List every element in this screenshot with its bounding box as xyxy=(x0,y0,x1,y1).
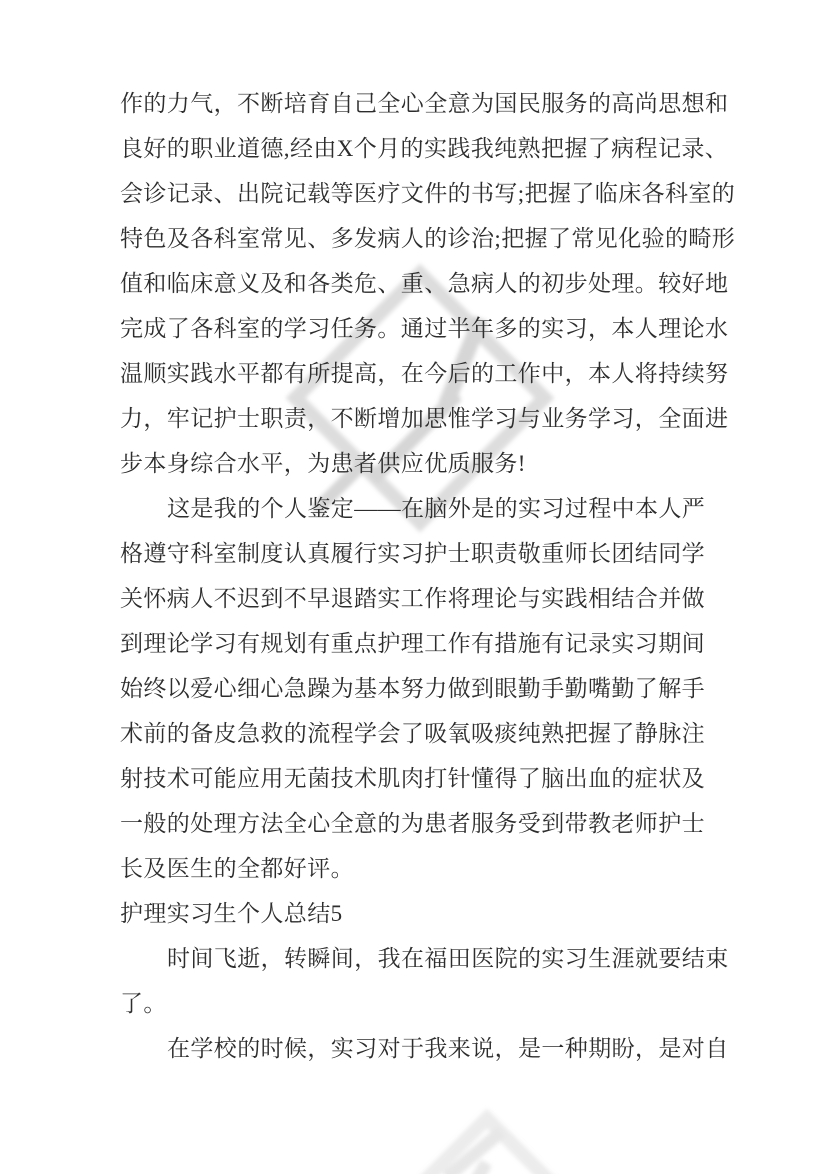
text-line: 特色及各科室常见、多发病人的诊治;把握了常见化验的畸形 xyxy=(120,226,736,251)
document-text xyxy=(120,81,736,1071)
text-line: 一般的处理方法全心全意的为患者服务受到带教老师护士 xyxy=(120,811,705,836)
text-line: 值和临床意义及和各类危、重、急病人的初步处理。较好地 xyxy=(120,271,729,296)
text-line: 始终以爱心细心急躁为基本努力做到眼勤手勤嘴勤了解手 xyxy=(120,676,705,701)
text-line: 护理实习生个人总结5 xyxy=(120,901,343,926)
text-line: 到理论学习有规划有重点护理工作有措施有记录实习期间 xyxy=(120,631,705,656)
text-line: 完成了各科室的学习任务。通过半年多的实习，本人理论水 xyxy=(120,316,729,341)
text-line: 步本身综合水平，为患者供应优质服务! xyxy=(120,451,526,476)
text-line: 良好的职业道德,经由X个月的实践我纯熟把握了病程记录、 xyxy=(120,136,729,161)
text-line: 作的力气，不断培育自己全心全意为国民服务的高尚思想和 xyxy=(120,91,729,116)
text-line: 力，牢记护士职责，不断增加思惟学习与业务学习，全面进 xyxy=(120,406,729,431)
text-line: 射技术可能应用无菌技术肌肉打针懂得了脑出血的症状及 xyxy=(120,766,705,791)
text-line: 格遵守科室制度认真履行实习护士职责敬重师长团结同学 xyxy=(120,541,705,566)
text-line: 术前的备皮急救的流程学会了吸氧吸痰纯熟把握了静脉注 xyxy=(120,721,705,746)
text-line: 关怀病人不迟到不早退踏实工作将理论与实践相结合并做 xyxy=(120,586,705,611)
text-line: 在学校的时候，实习对于我来说，是一种期盼，是对自 xyxy=(167,1036,729,1061)
text-line: 温顺实践水平都有所提高，在今后的工作中，本人将持续努 xyxy=(120,361,729,386)
text-line: 会诊记录、出院记载等医疗文件的书写;把握了临床各科室的 xyxy=(120,181,736,206)
text-line: 长及医生的全都好评。 xyxy=(120,856,354,881)
text-line: 了。 xyxy=(120,991,167,1016)
text-line: 这是我的个人鉴定——在脑外是的实习过程中本人严 xyxy=(167,496,706,521)
text-line: 时间飞逝，转瞬间，我在福田医院的实习生涯就要结束 xyxy=(167,946,729,971)
